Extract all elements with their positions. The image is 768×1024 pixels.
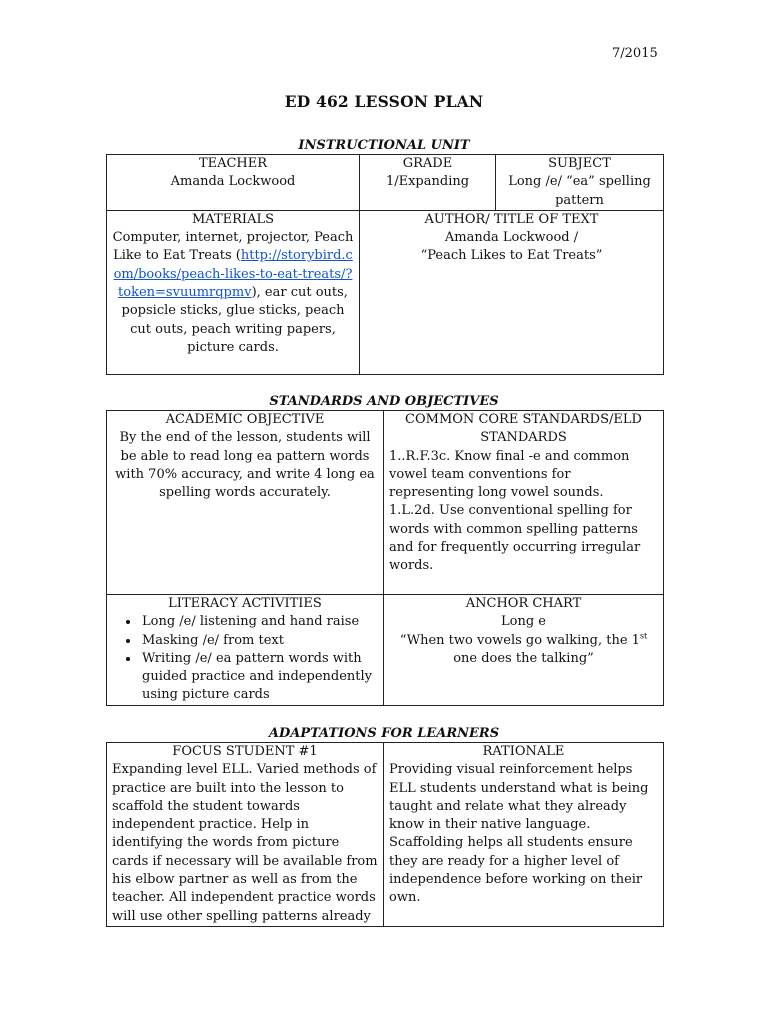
academic-objective-text: By the end of the lesson, students will be able to read long ea pattern words with 70% accuracy, and write 4 long ea spelling words accurately. <box>115 430 375 501</box>
author-value: Amanda Lockwood / <box>444 230 579 246</box>
instructional-unit-heading: INSTRUCTIONAL UNIT <box>298 138 470 153</box>
materials-label: MATERIALS <box>192 211 274 227</box>
anchor-chart-title: Long e <box>501 614 546 630</box>
ccss-standard-2: 1.L.2d. Use conventional spelling for words with common spelling patterns and for frequently occurring irregular words. <box>389 503 641 574</box>
adaptations-table <box>106 742 664 927</box>
materials-cell <box>107 210 360 374</box>
focus-student-label: FOCUS STUDENT #1 <box>172 744 318 759</box>
ccss-standard-1: 1..R.F.3c. Know final -e and common vowel team conventions for representing long vowel sounds. <box>389 448 630 501</box>
subject-label: SUBJECT <box>548 156 611 171</box>
page-title: ED 462 LESSON PLAN <box>284 92 484 111</box>
author-label: AUTHOR/ TITLE OF TEXT <box>424 211 599 227</box>
anchor-chart-cell <box>384 595 664 706</box>
text-title: “Peach Likes to Eat Treats” <box>420 248 603 264</box>
anchor-chart-quote: “When two vowels go walking, the 1st one does the talking” <box>399 631 648 666</box>
academic-objective-cell <box>107 411 384 595</box>
academic-objective-label: ACADEMIC OBJECTIVE <box>165 412 325 427</box>
list-item: • Long /e/ listening and hand raise <box>140 613 378 631</box>
document-date: 7/2015 <box>612 46 658 61</box>
focus-student-cell <box>107 743 384 927</box>
literacy-activities-list <box>112 613 378 704</box>
teacher-label: TEACHER <box>198 156 268 171</box>
teacher-cell <box>107 155 360 211</box>
list-item: • Writing /e/ ea pattern words with guided practice and independently using picture cards <box>140 650 378 705</box>
storybird-link[interactable]: http://storybird.com/books/peach-likes-to-eat-treats/?token=svuumrqpmv <box>113 248 353 301</box>
teacher-value: Amanda Lockwood <box>170 174 296 190</box>
adaptations-heading: ADAPTATIONS FOR LEARNERS <box>268 726 500 741</box>
literacy-activities-label: LITERACY ACTIVITIES <box>168 596 322 611</box>
grade-value: 1/Expanding <box>385 174 470 190</box>
materials-text: Computer, internet, projector, Peach Like to Eat Treats (http://storybird.com/books/peach-likes-to-eat-treats/?token=svuumrqpmv), ear cut outs, popsicle sticks, glue sticks, peach cut outs, peach writing papers, picture cards. <box>112 230 354 355</box>
focus-student-text: Expanding level ELL. Varied methods of practice are built into the lesson to scaffold the student towards independent practice. Help in identifying the words from picture cards if necessary will be available from his elbow partner as well as from the teacher. All independent practice words will use other spelling patterns already <box>112 762 378 924</box>
anchor-chart-label: ANCHOR CHART <box>465 596 582 611</box>
author-cell <box>360 210 664 374</box>
rationale-text: Providing visual reinforcement helps ELL students understand what is being taught and relate what they already know in their native language. Scaffolding helps all students ensure they are ready for a higher level of independence before working on their own. <box>389 762 649 906</box>
subject-cell <box>496 155 664 211</box>
grade-cell <box>360 155 496 211</box>
literacy-activities-cell <box>107 595 384 706</box>
rationale-cell <box>384 743 664 927</box>
grade-label: GRADE <box>402 156 453 171</box>
ccss-cell <box>384 411 664 595</box>
ccss-label: COMMON CORE STANDARDS/ELD STANDARDS <box>405 412 642 446</box>
instructional-unit-table <box>106 154 664 375</box>
rationale-label: RATIONALE <box>482 744 565 759</box>
subject-value: Long /e/ “ea” spelling pattern <box>508 174 651 208</box>
list-item: • Masking /e/ from text <box>140 632 378 650</box>
standards-table <box>106 410 664 706</box>
standards-heading: STANDARDS AND OBJECTIVES <box>269 394 499 409</box>
